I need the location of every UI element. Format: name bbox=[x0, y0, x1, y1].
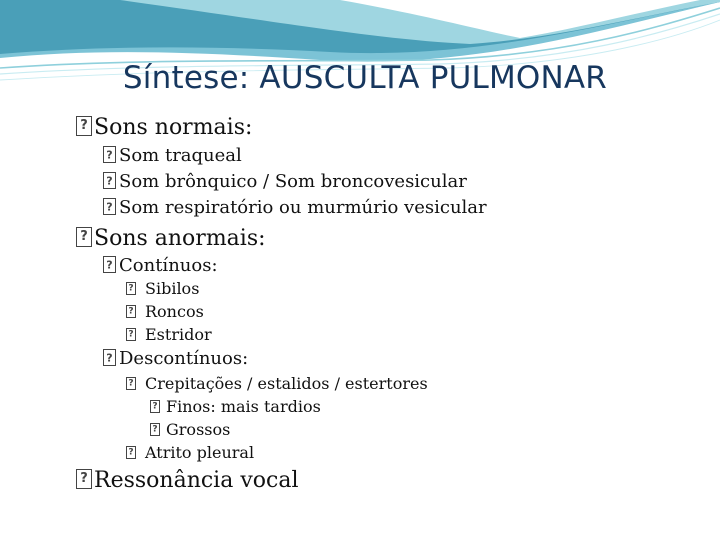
bullet-som-bronquico: ?Som brônquico / Som broncovesicular bbox=[103, 172, 467, 191]
bullet-continuos: ?Contínuos: bbox=[103, 256, 218, 275]
box-question-icon bbox=[76, 116, 92, 136]
bullet-crepitacoes: ?Crepitações / estalidos / estertores bbox=[126, 376, 428, 392]
box-question-icon bbox=[103, 198, 116, 215]
bullet-atrito-pleural: ?Atrito pleural bbox=[126, 445, 254, 461]
bullet-estridor: ?Estridor bbox=[126, 327, 212, 343]
box-question-icon bbox=[150, 423, 160, 436]
box-question-icon bbox=[126, 377, 136, 390]
bullet-ressonancia-vocal: ?Ressonância vocal bbox=[76, 469, 298, 492]
box-question-icon bbox=[150, 400, 160, 413]
box-question-icon bbox=[126, 305, 136, 318]
box-question-icon bbox=[76, 469, 92, 489]
box-question-icon bbox=[103, 349, 116, 366]
bullet-som-respiratorio: ?Som respiratório ou murmúrio vesicular bbox=[103, 198, 487, 217]
slide-title: Síntese: AUSCULTA PULMONAR bbox=[122, 60, 608, 96]
bullet-descontinuos: ?Descontínuos: bbox=[103, 349, 248, 368]
bullet-sons-normais: ?Sons normais: bbox=[76, 116, 252, 139]
box-question-icon bbox=[76, 227, 92, 247]
box-question-icon bbox=[103, 172, 116, 189]
bullet-roncos: ?Roncos bbox=[126, 304, 204, 320]
box-question-icon bbox=[126, 328, 136, 341]
bullet-grossos: ?Grossos bbox=[150, 422, 230, 438]
box-question-icon bbox=[126, 282, 136, 295]
box-question-icon bbox=[126, 446, 136, 459]
bullet-som-traqueal: ?Som traqueal bbox=[103, 146, 242, 165]
box-question-icon bbox=[103, 146, 116, 163]
bullet-finos: ?Finos: mais tardios bbox=[150, 399, 321, 415]
bullet-sons-anormais: ?Sons anormais: bbox=[76, 227, 266, 250]
bullet-sibilos: ?Sibilos bbox=[126, 281, 199, 297]
box-question-icon bbox=[103, 256, 116, 273]
